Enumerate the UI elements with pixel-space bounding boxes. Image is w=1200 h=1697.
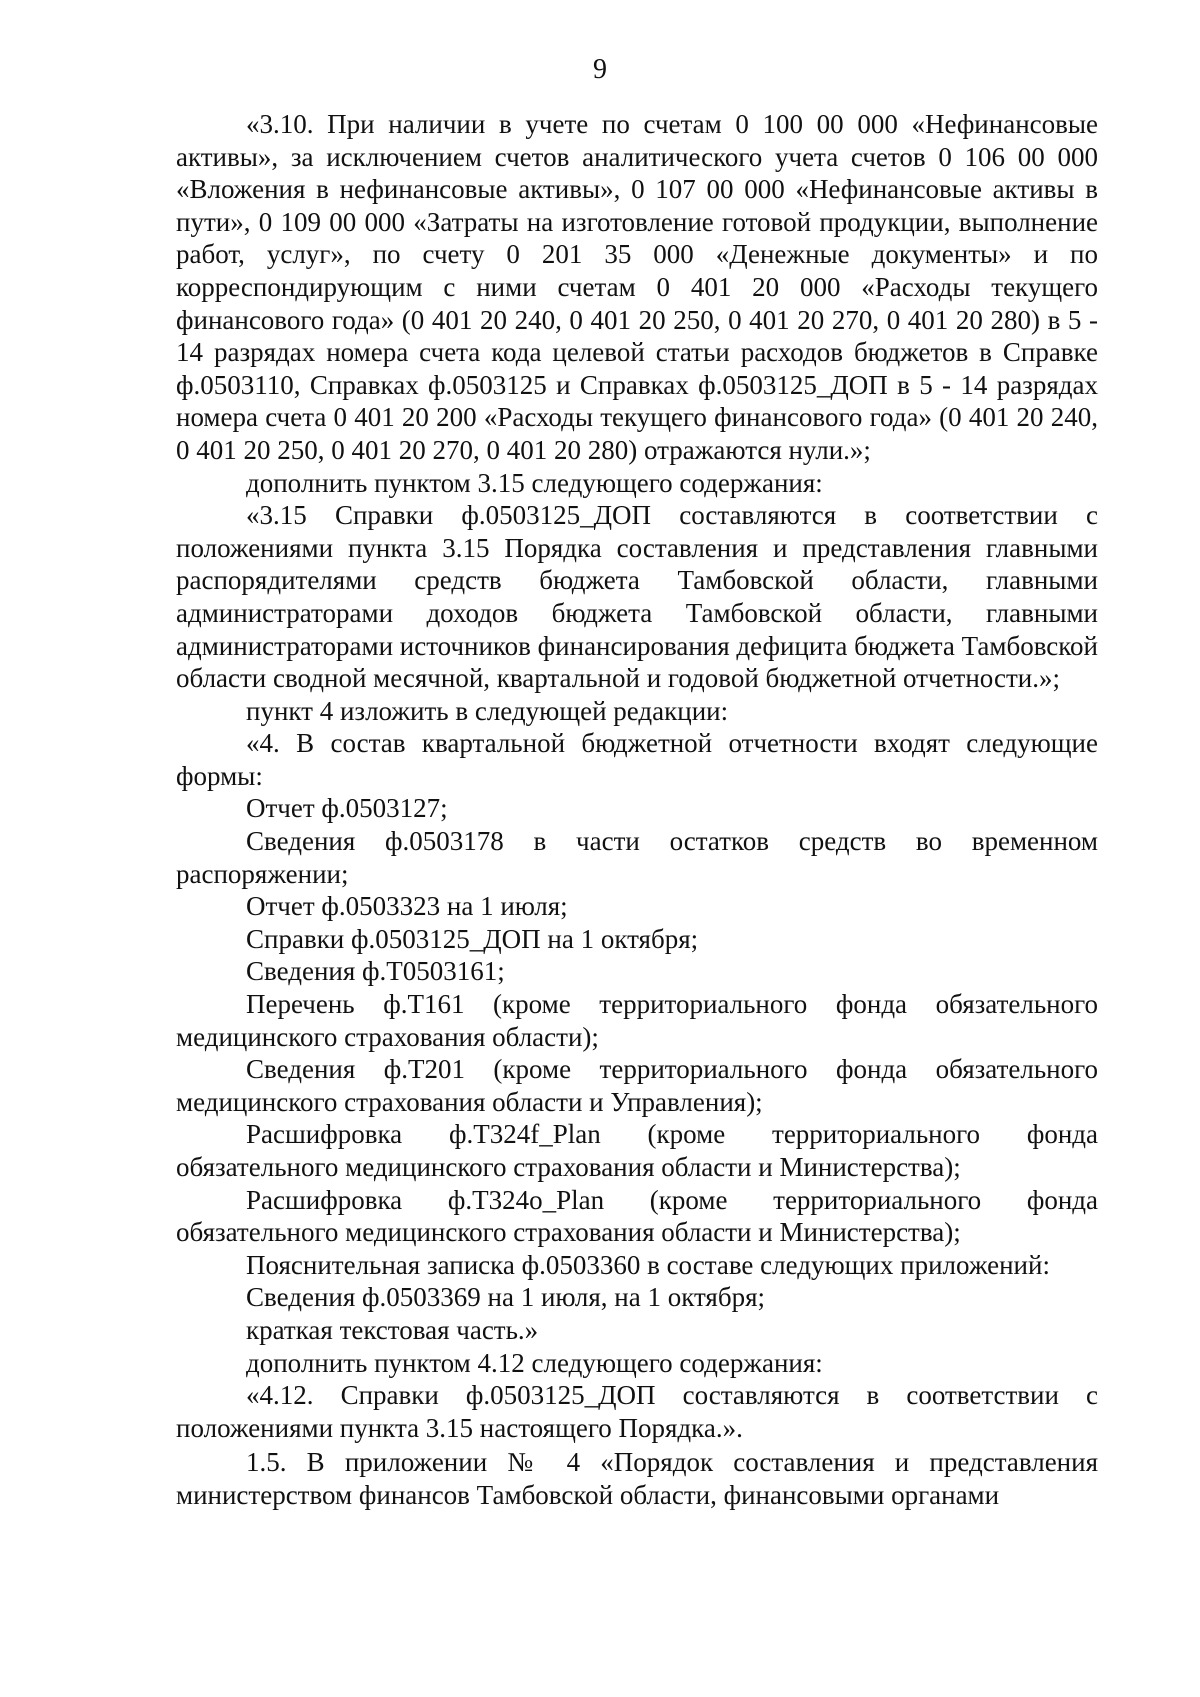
list-item: Сведения ф.0503369 на 1 июля, на 1 октября; bbox=[246, 1282, 765, 1313]
paragraph-add-3-15: дополнить пунктом 3.15 следующего содержания: bbox=[246, 467, 823, 498]
paragraph-item-4-intro: пункт 4 изложить в следующей редакции: bbox=[246, 695, 729, 726]
list-item: Отчет ф.0503323 на 1 июля; bbox=[246, 891, 568, 922]
paragraph-4: «4. В состав квартальной бюджетной отчетности входят следующие формы: bbox=[176, 728, 1098, 791]
paragraph-add-4-12: дополнить пунктом 4.12 следующего содержания: bbox=[246, 1347, 823, 1378]
list-item: краткая текстовая часть.» bbox=[246, 1314, 539, 1345]
list-item: Расшифровка ф.T324o_Plan (кроме территориального фонда обязательного медицинского страхования области и Министерства); bbox=[176, 1184, 1098, 1248]
paragraph-4-12: «4.12. Справки ф.0503125_ДОП составляются в соответствии с положениями пункта 3.15 настоящего Порядка.». bbox=[176, 1380, 1098, 1443]
list-item: Перечень ф.Т161 (кроме территориального фонда обязательного медицинского страхования области); bbox=[176, 989, 1098, 1052]
list-item: Расшифровка ф.T324f_Plan (кроме территориального фонда обязательного медицинского страхования области и Министерства); bbox=[176, 1119, 1098, 1182]
list-item: Справки ф.0503125_ДОП на 1 октября; bbox=[246, 923, 699, 954]
list-item: Сведения ф.Т201 (кроме территориального фонда обязательного медицинского страхования области и Управления); bbox=[176, 1054, 1098, 1117]
paragraph-1-5: 1.5. В приложении № 4 «Порядок составления и представления министерством финансов Тамбовской области, финансовыми органами bbox=[176, 1447, 1098, 1510]
list-item: Отчет ф.0503127; bbox=[246, 793, 448, 824]
paragraph-3-15: «3.15 Справки ф.0503125_ДОП составляются в соответствии с положениями пункта 3.15 Порядка составления и представления главными распорядителями средств бюджета Тамбовской области, главными администраторами доходов бюджета Тамбовской области, главными администраторами источников финансирования дефицита бюджета Тамбовской области сводной месячной, квартальной и годовой бюджетной отчетности.»; bbox=[176, 500, 1098, 694]
list-item: Сведения ф.Т0503161; bbox=[246, 956, 505, 987]
document-body bbox=[176, 108, 1098, 1512]
page-number: 9 bbox=[593, 54, 607, 85]
list-item: Сведения ф.0503178 в части остатков средств во временном распоряжении; bbox=[176, 826, 1098, 889]
paragraph-3-10: «3.10. При наличии в учете по счетам 0 100 00 000 «Нефинансовые активы», за исключением счетов аналитического учета счетов 0 106 00 000 «Вложения в нефинансовые активы», 0 107 00 000 «Нефинансовые активы в пути», 0 109 00 000 «Затраты на изготовление готовой продукции, выполнение работ, услуг», по счету 0 201 35 000 «Денежные документы» и по корреспондирующим с ними счетам 0 401 20 000 «Расходы текущего финансового года» (0 401 20 240, 0 401 20 250, 0 401 20 270, 0 401 20 280) в 5 - 14 разрядах номера счета кода целевой статьи расходов бюджетов в Справке ф.0503110, Справках ф.0503125 и Справках ф.0503125_ДОП в 5 - 14 разрядах номера счета 0 401 20 200 «Расходы текущего финансового года» (0 401 20 240, 0 401 20 250, 0 401 20 270, 0 401 20 280) отражаются нули.»; bbox=[176, 109, 1098, 465]
list-item: Пояснительная записка ф.0503360 в составе следующих приложений: bbox=[246, 1249, 1050, 1280]
